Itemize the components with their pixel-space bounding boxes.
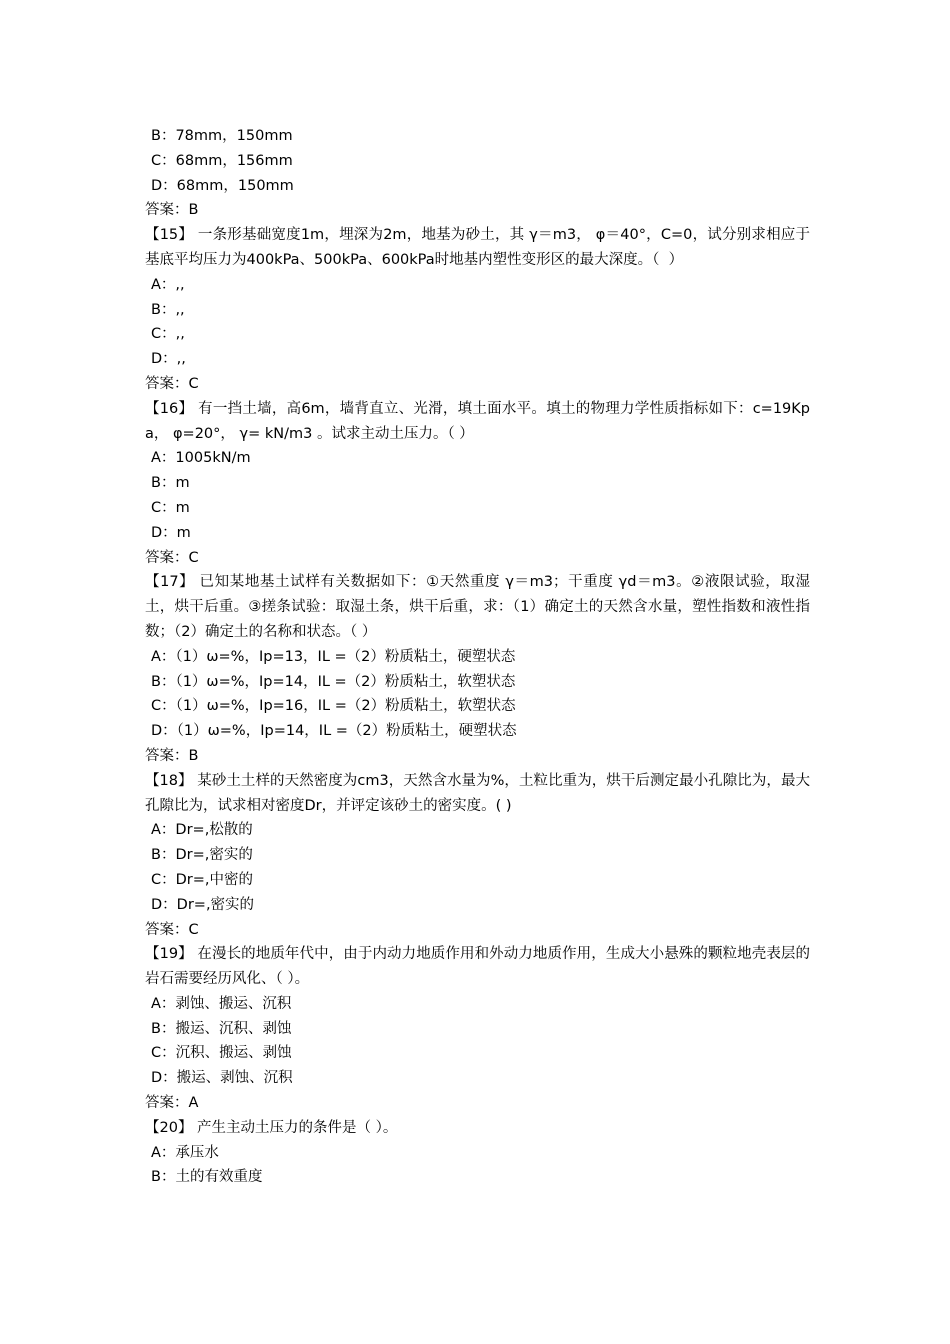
option-a: A：（1）ω=%，Ip=13，IL =（2）粉质粘土，硬塑状态	[151, 648, 516, 665]
option-c: C：m	[151, 499, 190, 516]
answer: 答案：C	[145, 375, 199, 392]
option-c: C：,,	[151, 326, 185, 343]
question-stem: 【15】 一条形基础宽度1m，埋深为2m，地基为砂土，其 γ＝m3， φ＝40°，C=0，试分别求相应于基底平均压力为400kPa、500kPa、600kPa时地基内塑性变形区的最大深度。（ ）	[145, 227, 810, 268]
answer: 答案：C	[145, 549, 199, 566]
option-a: A：承压水	[151, 1144, 219, 1161]
option-c: C：Dr=,中密的	[151, 871, 254, 888]
question-stem: 【18】 某砂土土样的天然密度为cm3，天然含水量为%，土粒比重为，烘干后测定最小孔隙比为，最大孔隙比为，试求相对密度Dr，并评定该砂土的密实度。( )	[145, 772, 810, 814]
option-d: D：（1）ω=%，Ip=14，IL =（2）粉质粘土，硬塑状态	[151, 723, 517, 740]
option-b: B：78mm，150mm	[151, 128, 293, 144]
question-stem: 【20】 产生主动土压力的条件是（ ）。	[145, 1119, 398, 1136]
answer: 答案：B	[145, 747, 199, 764]
answer: 答案：C	[145, 921, 199, 938]
answer: 答案：A	[145, 1095, 199, 1112]
answer: 答案：B	[145, 202, 199, 219]
option-a: A：,,	[151, 276, 185, 293]
question-stem: 【17】 已知某地基土试样有关数据如下：①天然重度 γ＝m3；干重度 γd＝m3。②液限试验，取湿土，烘干后重。③搓条试验：取湿土条，烘干后重，求：（1）确定土的天然含水量，塑性指数和液性指数；（2）确定土的名称和状态。（ ）	[145, 574, 810, 640]
option-b: B：,,	[151, 301, 185, 318]
option-c: C：68mm，156mm	[151, 152, 293, 169]
option-c: C：沉积、搬运、剥蚀	[151, 1045, 292, 1062]
option-b: B：土的有效重度	[151, 1169, 263, 1186]
option-d: D：Dr=,密实的	[151, 896, 255, 913]
option-a: A：Dr=,松散的	[151, 822, 253, 839]
option-d: D：搬运、剥蚀、沉积	[151, 1070, 293, 1087]
option-b: B：（1）ω=%，Ip=14，IL =（2）粉质粘土，软塑状态	[151, 673, 516, 690]
option-b: B：m	[151, 475, 190, 492]
option-c: C：（1）ω=%，Ip=16，IL =（2）粉质粘土，软塑状态	[151, 698, 516, 715]
option-b: B：搬运、沉积、剥蚀	[151, 1020, 292, 1037]
option-d: D：68mm，150mm	[151, 177, 294, 194]
option-a: A：剥蚀、搬运、沉积	[151, 995, 292, 1012]
question-list	[145, 124, 810, 1190]
option-b: B：Dr=,密实的	[151, 847, 253, 864]
option-d: D：,,	[151, 351, 186, 368]
question-stem: 【16】 有一挡土墙，高6m，墙背直立、光滑，填土面水平。填土的物理力学性质指标如下：c=19Kpa， φ=20°， γ= kN/m3 。试求主动土压力。（ ）	[145, 400, 810, 442]
option-d: D：m	[151, 524, 191, 541]
question-stem: 【19】 在漫长的地质年代中，由于内动力地质作用和外动力地质作用，生成大小悬殊的颗粒地壳表层的岩石需要经历风化、（ ）。	[145, 946, 810, 988]
option-a: A：1005kN/m	[151, 450, 251, 467]
